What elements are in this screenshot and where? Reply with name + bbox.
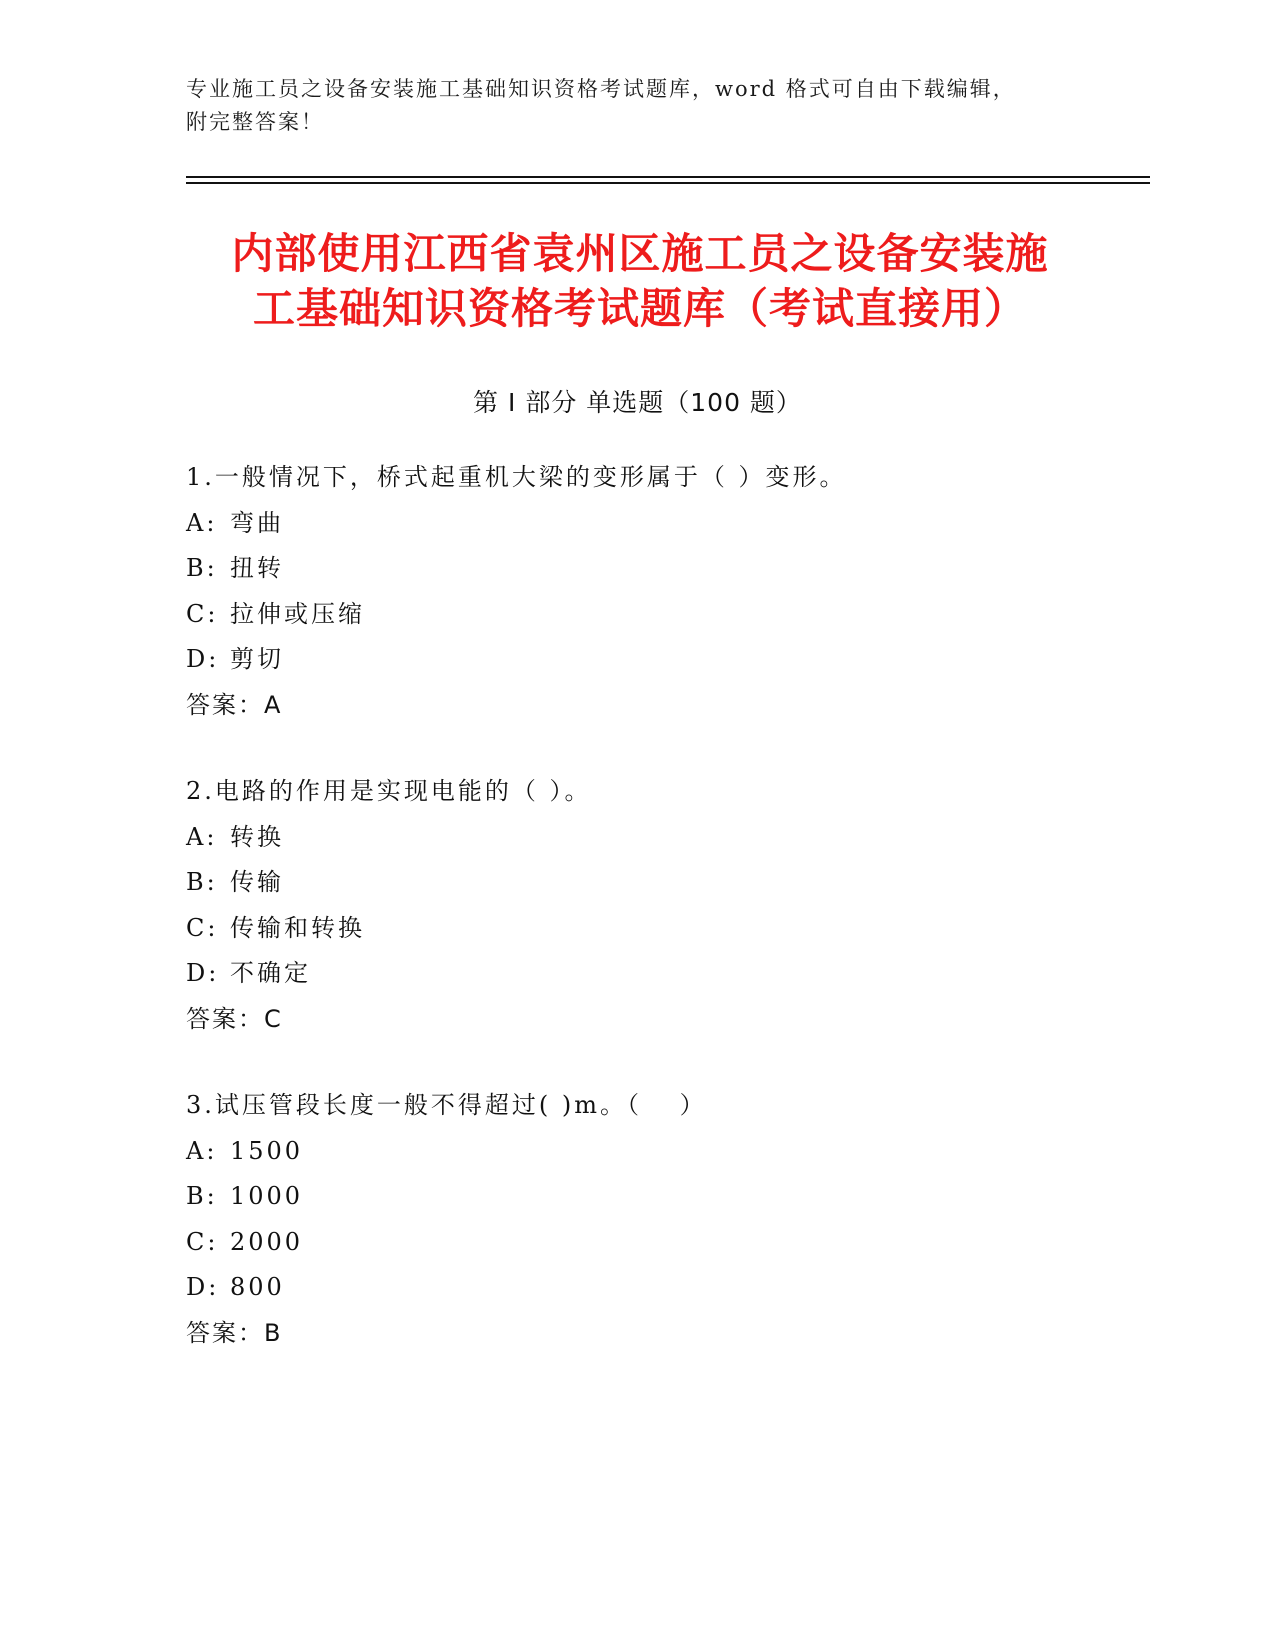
option-a xyxy=(186,501,1146,547)
option-text: 1500 xyxy=(230,1136,304,1165)
question-3 xyxy=(186,1083,1146,1356)
answer-prefix: 答案： xyxy=(186,1004,264,1033)
option-text: 不确定 xyxy=(230,959,311,987)
answer-value: A xyxy=(264,690,283,719)
option-text: 拉伸或压缩 xyxy=(230,599,365,628)
question-stem: 2.电路的作用是实现电能的（ ）。 xyxy=(186,777,592,805)
option-letter: B: xyxy=(186,554,218,582)
option-text: 800 xyxy=(230,1273,285,1301)
option-letter: C: xyxy=(186,913,219,942)
option-d xyxy=(186,637,1146,683)
option-letter: A: xyxy=(186,1136,218,1165)
option-letter: C: xyxy=(186,1227,219,1256)
option-c xyxy=(186,592,1146,638)
option-letter: A: xyxy=(186,508,218,537)
header-rule-top xyxy=(186,176,1150,178)
option-b xyxy=(186,1174,1146,1220)
question-stem: 3.试压管段长度一般不得超过( )m。（ ） xyxy=(186,1091,707,1119)
answer-value: C xyxy=(264,1004,283,1033)
option-text: 1000 xyxy=(230,1182,304,1210)
question-2 xyxy=(186,769,1146,1042)
option-d xyxy=(186,1265,1146,1311)
option-letter: B: xyxy=(186,868,218,896)
option-text: 弯曲 xyxy=(230,508,284,537)
option-b xyxy=(186,546,1146,592)
header-note-line-1: 专业施工员之设备安装施工基础知识资格考试题库，word 格式可自由下载编辑， xyxy=(186,77,1016,101)
option-letter: D: xyxy=(186,1273,220,1301)
option-c xyxy=(186,906,1146,952)
section-heading: 第 I 部分 单选题（100 题） xyxy=(473,388,802,417)
question-1 xyxy=(186,455,1146,728)
option-letter: A: xyxy=(186,822,218,851)
option-c xyxy=(186,1220,1146,1266)
answer-prefix: 答案： xyxy=(186,1318,264,1347)
option-text: 2000 xyxy=(230,1227,304,1256)
answer-line xyxy=(186,997,1146,1043)
option-text: 传输和转换 xyxy=(230,913,365,942)
option-letter: C: xyxy=(186,599,219,628)
option-a xyxy=(186,815,1146,861)
option-text: 扭转 xyxy=(230,554,284,582)
option-text: 剪切 xyxy=(230,645,284,673)
option-b xyxy=(186,860,1146,906)
header-note-line-2: 附完整答案！ xyxy=(186,110,324,134)
header-rule-bottom xyxy=(186,182,1150,184)
document-title xyxy=(190,226,1090,336)
option-text: 传输 xyxy=(230,868,284,896)
option-d xyxy=(186,951,1146,997)
option-text: 转换 xyxy=(230,822,284,851)
answer-value: B xyxy=(264,1318,283,1347)
answer-line xyxy=(186,1311,1146,1357)
document-title-line-1: 内部使用江西省袁州区施工员之设备安装施 xyxy=(231,229,1049,278)
document-title-line-2: 工基础知识资格考试题库（考试直接用） xyxy=(252,284,1027,333)
option-letter: D: xyxy=(186,645,220,673)
answer-line xyxy=(186,683,1146,729)
question-stem: 1.一般情况下，桥式起重机大梁的变形属于（ ）变形。 xyxy=(186,463,847,491)
header-note xyxy=(186,73,1086,139)
option-a xyxy=(186,1129,1146,1175)
option-letter: D: xyxy=(186,959,220,987)
answer-prefix: 答案： xyxy=(186,690,264,719)
option-letter: B: xyxy=(186,1182,218,1210)
